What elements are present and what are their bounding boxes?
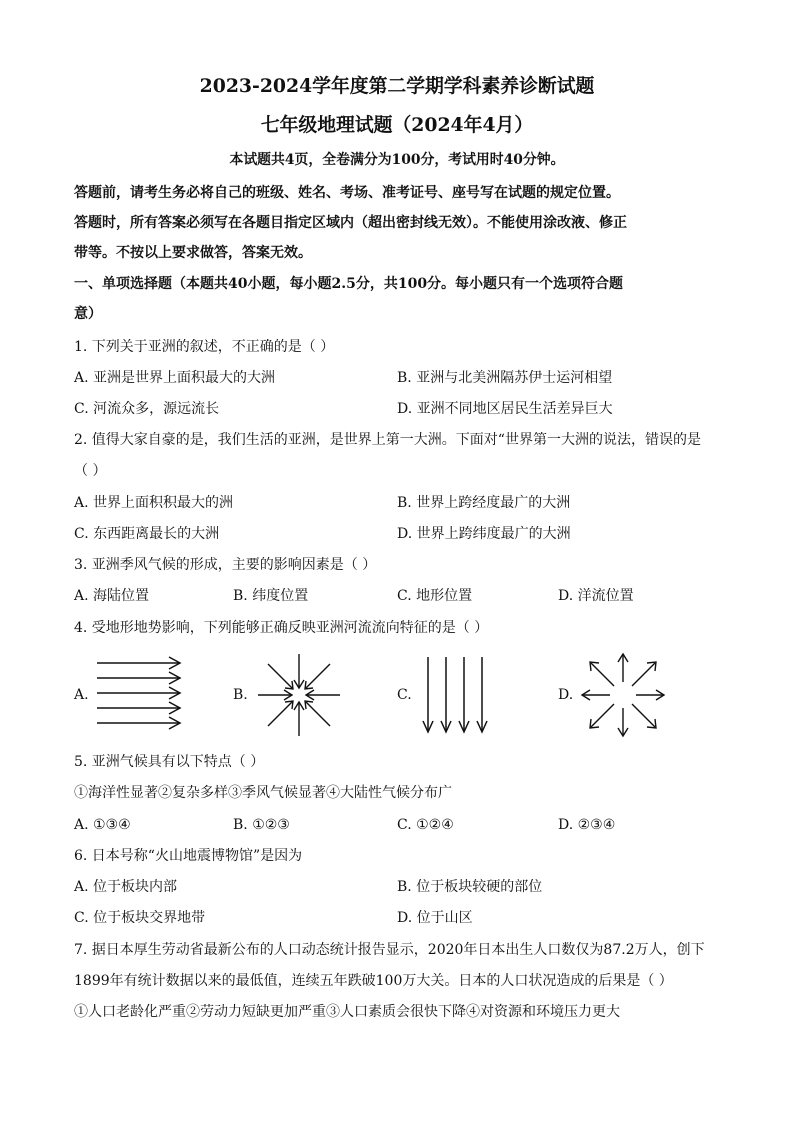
q1-option-a: A. 亚洲是世界上面积最大的大洲 bbox=[74, 370, 276, 386]
q2-option-d: D. 世界上跨纬度最广的大洲 bbox=[397, 526, 571, 542]
q5-option-a: A. ①③④ bbox=[74, 817, 131, 833]
q3-option-d: D. 洋流位置 bbox=[558, 588, 634, 604]
q7-items: ①人口老龄化严重②劳动力短缺更加严重③人口素质会很快下降④对资源和环境压力更大 bbox=[74, 1004, 620, 1020]
q4-option-b: B. bbox=[233, 687, 248, 703]
q7-stem-line-1: 7. 据日本厚生劳动省最新公布的人口动态统计报告显示，2020年日本出生人口数仅为87.2万人，创下 bbox=[74, 942, 705, 958]
q7-stem-line-2: 1899年有统计数据以来的最低值，连续五年跌破100万大关。日本的人口状况造成的后果是（ ） bbox=[74, 973, 673, 989]
section-heading-line-1: 一、单项选择题（本题共40小题，每小题2.5分，共100分。每小题只有一个选项符合题 bbox=[74, 276, 624, 292]
section-heading-line-2: 意） bbox=[74, 306, 102, 322]
q4-option-a: A. bbox=[74, 687, 89, 703]
q4-option-c: C. bbox=[397, 687, 412, 703]
inward-converging-arrows-icon bbox=[256, 652, 342, 738]
instruction-line-3: 带等。不按以上要求做答，答案无效。 bbox=[74, 245, 312, 261]
q1-option-d: D. 亚洲不同地区居民生活差异巨大 bbox=[397, 401, 613, 417]
q3-option-c: C. 地形位置 bbox=[397, 588, 473, 604]
instruction-line-1: 答题前，请考生务必将自己的班级、姓名、考场、准考证号、座号写在试题的规定位置。 bbox=[74, 185, 620, 201]
q5-option-b: B. ①②③ bbox=[233, 817, 290, 833]
q3-option-a: A. 海陆位置 bbox=[74, 588, 150, 604]
q4-stem: 4. 受地形地势影响，下列能够正确反映亚洲河流流向特征的是（ ） bbox=[74, 620, 489, 636]
q2-stem-line-1: 2. 值得大家自豪的是，我们生活的亚洲，是世界上第一大洲。下面对“世界第一大洲的说法，错误的是 bbox=[74, 432, 701, 448]
q6-option-c: C. 位于板块交界地带 bbox=[74, 910, 206, 926]
q1-option-c: C. 河流众多，源远流长 bbox=[74, 401, 220, 417]
q6-option-d: D. 位于山区 bbox=[397, 910, 473, 926]
title-line-1: 2023-2024学年度第二学期学科素养诊断试题 bbox=[199, 75, 595, 97]
q5-option-c: C. ①②④ bbox=[397, 817, 454, 833]
parallel-down-arrows-icon bbox=[420, 655, 492, 735]
q3-option-b: B. 纬度位置 bbox=[233, 588, 309, 604]
outward-radiating-arrows-icon bbox=[580, 652, 666, 738]
title-line-2: 七年级地理试题（2024年4月） bbox=[260, 114, 534, 136]
q6-stem: 6. 日本号称“火山地震博物馆”是因为 bbox=[74, 848, 303, 864]
q4-option-d: D. bbox=[558, 687, 574, 703]
q2-option-c: C. 东西距离最长的大洲 bbox=[74, 526, 220, 542]
instruction-line-2: 答题时，所有答案必须写在各题目指定区域内（超出密封线无效）。不能使用涂改液、修正 bbox=[74, 215, 627, 231]
q5-option-d: D. ②③④ bbox=[558, 817, 616, 833]
q6-option-a: A. 位于板块内部 bbox=[74, 879, 178, 895]
q6-option-b: B. 位于板块较硬的部位 bbox=[397, 879, 543, 895]
parallel-right-arrows-icon bbox=[95, 655, 185, 733]
q3-stem: 3. 亚洲季风气候的形成，主要的影响因素是（ ） bbox=[74, 557, 377, 573]
q2-stem-line-2: （ ） bbox=[74, 463, 107, 479]
q2-option-a: A. 世界上面积积最大的洲 bbox=[74, 495, 234, 511]
q5-stem: 5. 亚洲气候具有以下特点（ ） bbox=[74, 754, 265, 770]
q1-option-b: B. 亚洲与北美洲隔苏伊士运河相望 bbox=[397, 370, 613, 386]
exam-info: 本试题共4页，全卷满分为100分，考试用时40分钟。 bbox=[229, 152, 565, 168]
q5-items: ①海洋性显著②复杂多样③季风气候显著④大陆性气候分布广 bbox=[74, 785, 452, 801]
q1-stem: 1. 下列关于亚洲的叙述，不正确的是（ ） bbox=[74, 339, 335, 355]
q2-option-b: B. 世界上跨经度最广的大洲 bbox=[397, 495, 571, 511]
